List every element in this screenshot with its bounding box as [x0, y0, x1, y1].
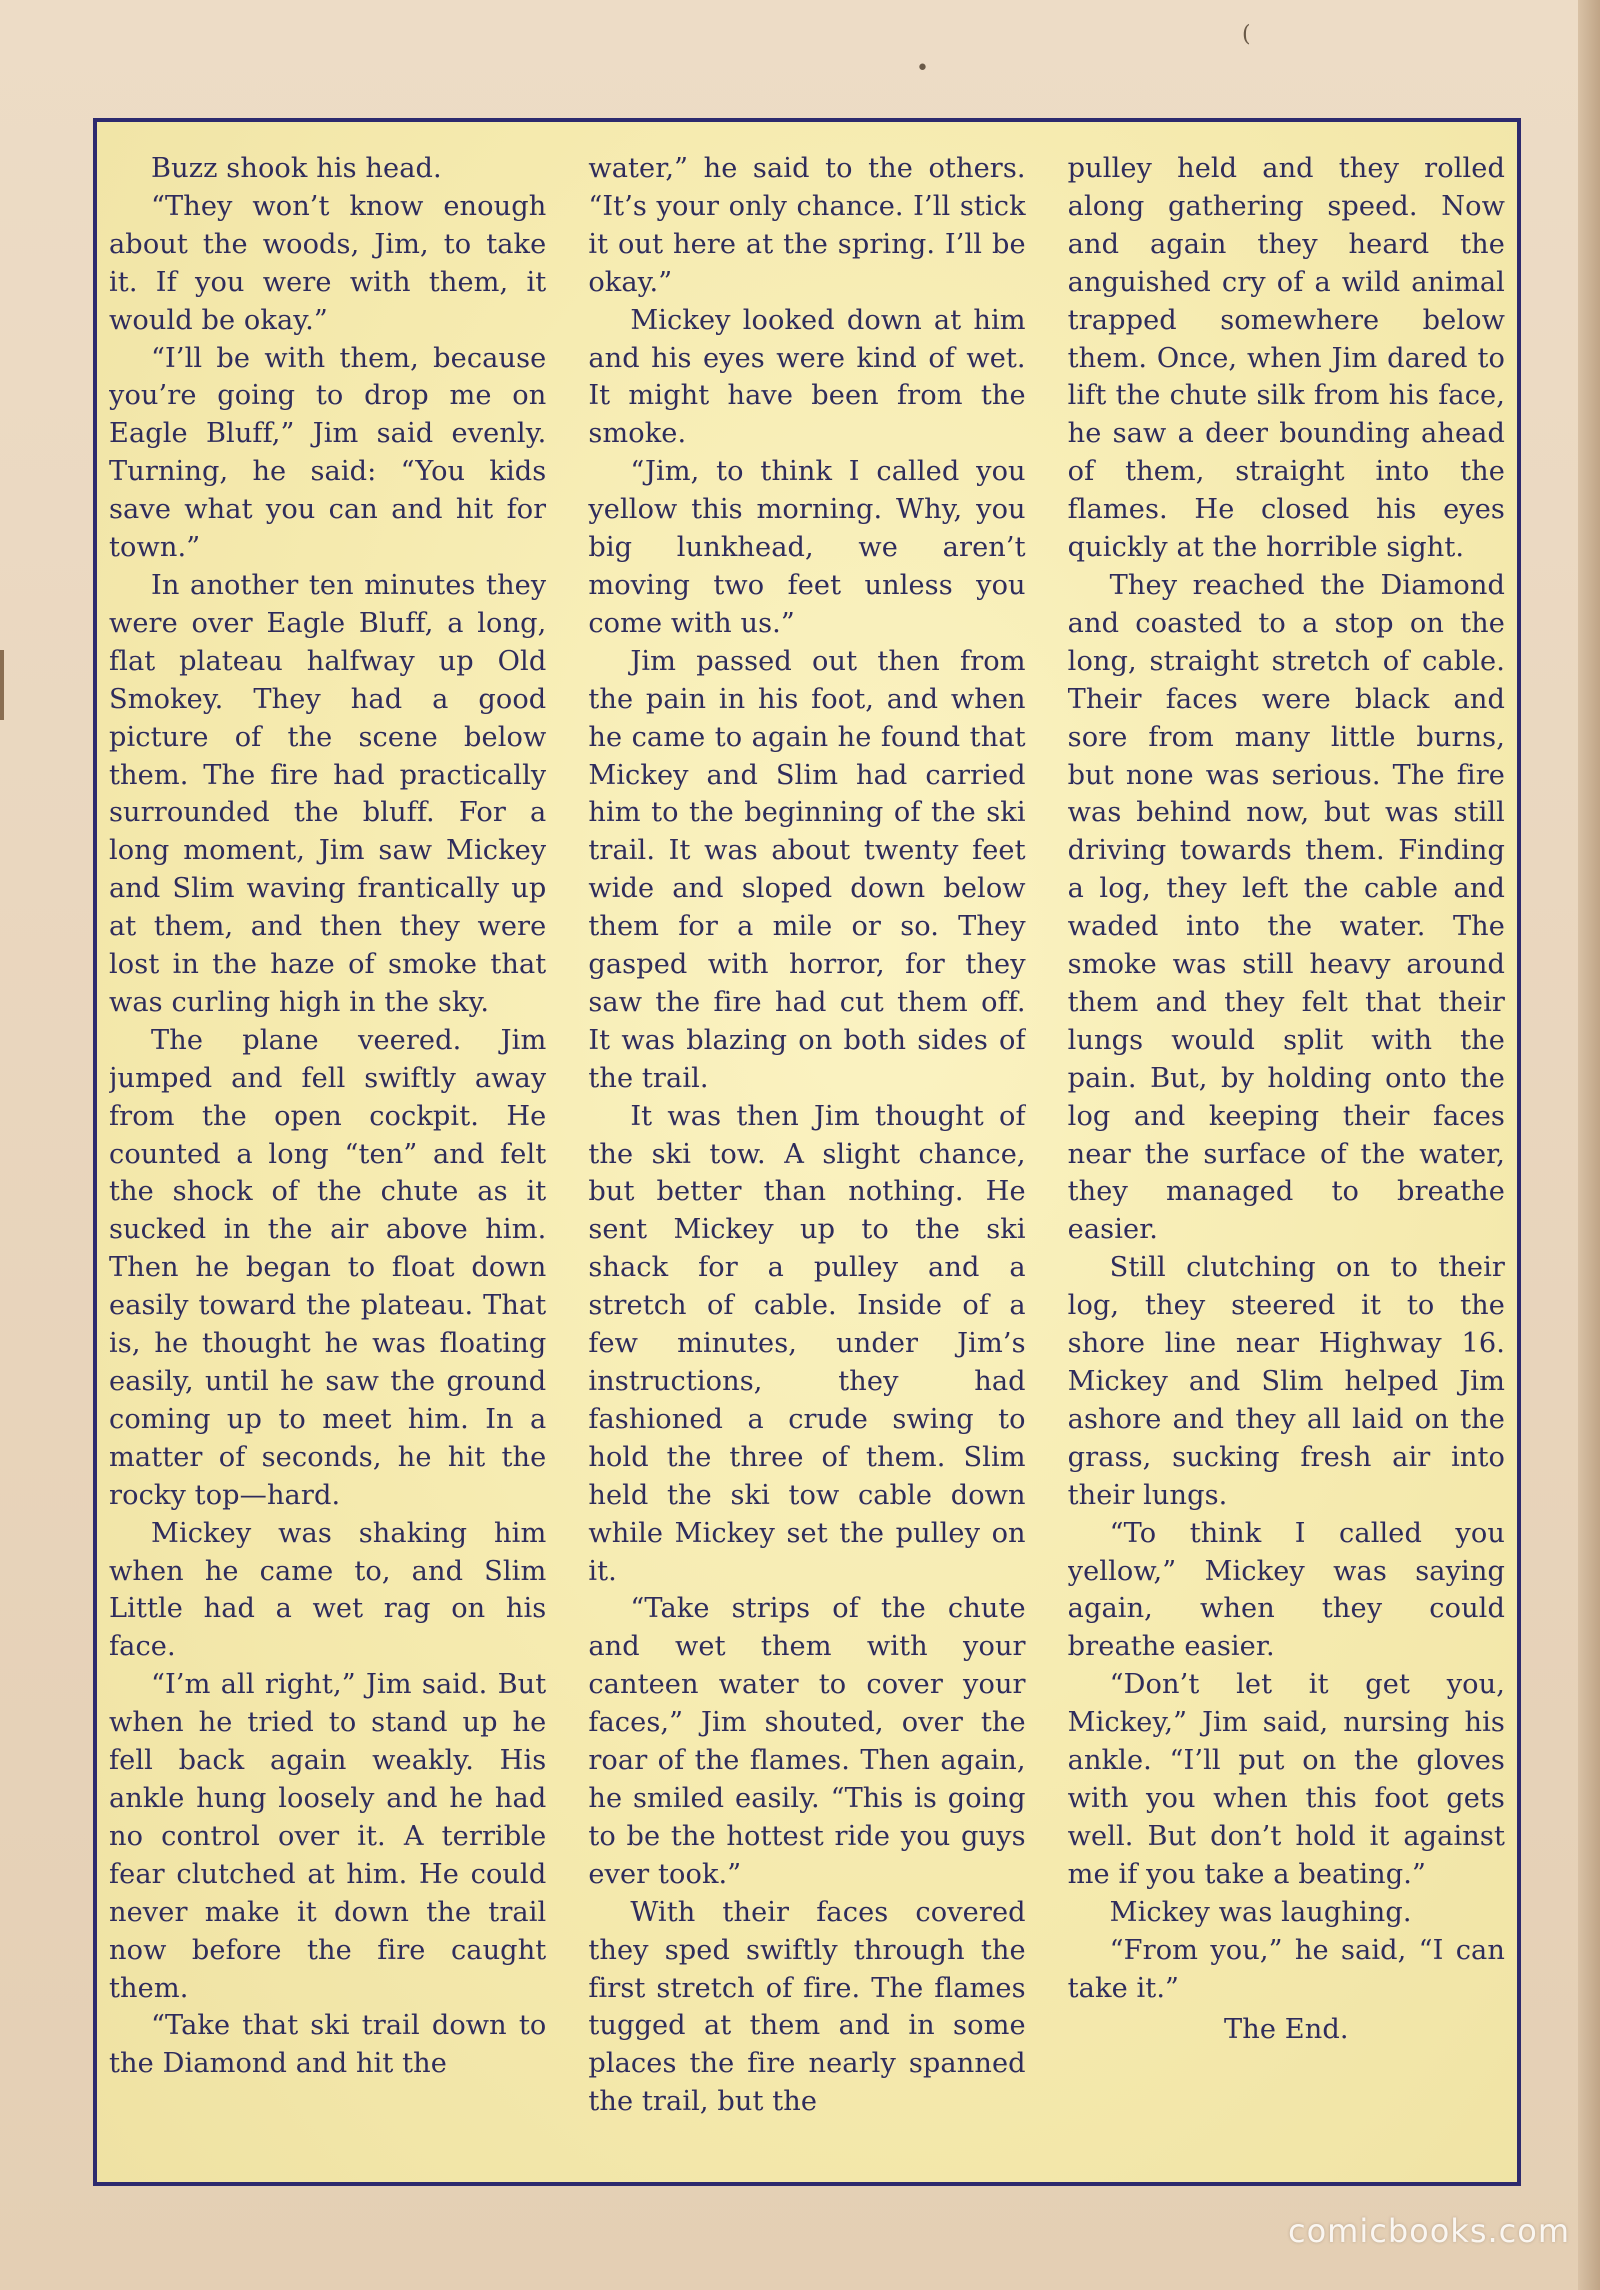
- paragraph: Jim passed out then from the pain in his foot, and when he came to again he found that Mickey and Slim had carried him to the beginning of the ski trail. It was about twenty feet wide and sloped down below them for a mile or so. They gasped with horror, for they saw the fire had cut them off. It was blazing on both sides of the trail.: [588, 645, 1026, 1094]
- paragraph: pulley held and they rolled along gathering speed. Now and again they heard the anguished cry of a wild animal trapped somewhere below them. Once, when Jim dared to lift the chute silk from his face, he saw a deer bounding ahead of them, straight into the flames. He closed his eyes quickly at the horrible sight.: [1067, 153, 1505, 564]
- paragraph: The plane veered. Jim jumped and fell swiftly away from the open cockpit. He counted a long “ten” and felt the shock of the chute as it sucked in the air above him. Then he began to float down easily toward the plateau. That is, he thought he was floating easily, until he saw the ground coming up to meet him. In a matter of seconds, he hit the rocky top—hard.: [109, 1024, 547, 1511]
- paragraph: “They won’t know enough about the woods, Jim, to take it. If you were with them, it would be okay.”: [109, 190, 547, 336]
- paragraph: water,” he said to the others. “It’s your only chance. I’ll stick it out here at the spring. I’ll be okay.”: [588, 153, 1026, 298]
- text-columns: [109, 150, 1505, 2168]
- print-speck: •: [916, 56, 929, 81]
- paragraph: Buzz shook his head.: [151, 153, 442, 184]
- paragraph: “Don’t let it get you, Mickey,” Jim said, nursing his ankle. “I’ll put on the gloves with you when this foot gets well. But don’t hold it against me if you take a beating.”: [1067, 1669, 1505, 1890]
- text-column-3: [1068, 150, 1505, 2168]
- text-column-2: [588, 150, 1025, 2168]
- binding-mark: [0, 650, 4, 720]
- paragraph: “Take strips of the chute and wet them with your canteen water to cover your faces,” Jim shouted, over the roar of the flames. Then again, he smiled easily. “This is going to be the hottest ride you guys ever took.”: [588, 1593, 1026, 1890]
- paragraph: It was then Jim thought of the ski tow. A slight chance, but better than nothing. He sent Mickey up to the ski shack for a pulley and a stretch of cable. Inside of a few minutes, under Jim’s instructions, they had fashioned a crude swing to hold the three of them. Slim held the ski tow cable down while Mickey set the pulley on it.: [588, 1100, 1026, 1587]
- paragraph: With their faces covered they sped swiftly through the first stretch of fire. The flames tugged at them and in some places the fire nearly spanned the trail, but the: [588, 1896, 1026, 2118]
- paragraph: Mickey was shaking him when he came to, and Slim Little had a wet rag on his face.: [109, 1517, 547, 1663]
- story-ending: The End.: [1224, 2014, 1349, 2046]
- paragraph: Still clutching on to their log, they steered it to the shore line near Highway 16. Mickey and Slim helped Jim ashore and they all laid on the grass, sucking fresh air into their lungs.: [1067, 1252, 1505, 1511]
- paragraph: Mickey was laughing.: [1109, 1896, 1412, 1928]
- paragraph: “Jim, to think I called you yellow this morning. Why, you big lunkhead, we aren’t moving two feet unless you come with us.”: [588, 456, 1026, 639]
- text-panel: [93, 118, 1521, 2186]
- paragraph: They reached the Diamond and coasted to a stop on the long, straight stretch of cable. Their faces were black and sore from many little burns, but none was serious. The fire was behind now, but was still driving towards them. Finding a log, they left the cable and waded into the water. The smoke was still heavy around them and they felt that their lungs would split with the pain. But, by holding onto the log and keeping their faces near the surface of the water, they managed to breathe easier.: [1067, 569, 1505, 1246]
- site-watermark: comicbooks.com: [1287, 2212, 1570, 2250]
- paragraph: Mickey looked down at him and his eyes were kind of wet. It might have been from the smoke.: [588, 304, 1026, 450]
- page-edge: [1578, 0, 1600, 2290]
- paragraph: “From you,” he said, “I can take it.”: [1067, 1934, 1505, 2004]
- paragraph: “I’m all right,” Jim said. But when he tried to stand up he fell back again weakly. His ankle hung loosely and he had no control over it. A terrible fear clutched at him. He could never make it down the trail now before the fire caught them.: [109, 1669, 547, 2004]
- text-column-1: [109, 150, 546, 2168]
- print-speck: (: [1242, 22, 1251, 47]
- paragraph: “I’ll be with them, because you’re going to drop me on Eagle Bluff,” Jim said evenly. Turning, he said: “You kids save what you can and hit for town.”: [109, 342, 547, 564]
- paragraph: In another ten minutes they were over Eagle Bluff, a long, flat plateau halfway up Old Smokey. They had a good picture of the scene below them. The fire had practically surrounded the bluff. For a long moment, Jim saw Mickey and Slim waving frantically up at them, and then they were lost in the haze of smoke that was curling high in the sky.: [109, 569, 547, 1018]
- paragraph: “Take that ski trail down to the Diamond and hit the: [109, 2010, 547, 2080]
- paragraph: “To think I called you yellow,” Mickey was saying again, when they could breathe easier.: [1067, 1517, 1505, 1663]
